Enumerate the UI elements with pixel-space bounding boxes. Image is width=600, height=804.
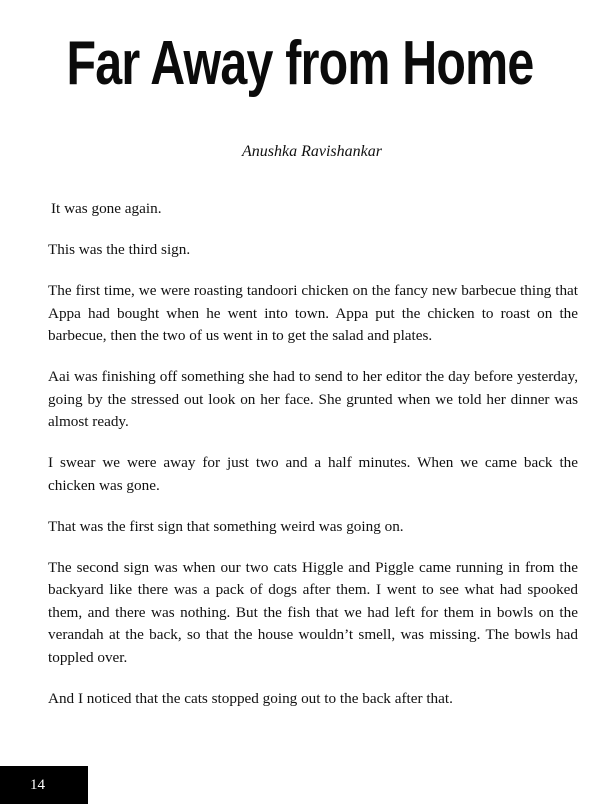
paragraph: It was gone again. bbox=[51, 200, 162, 217]
paragraph: The second sign was when our two cats Higgle and Piggle came running in from the backyard like there was a pack of dogs after them. I went to see what had spooked them, and there was nothing. But the fish that we had left for them in bowls on the verandah at the back, so that the house wouldn’t smell, was missing. The bowls had toppled over. bbox=[48, 558, 578, 666]
paragraph: Aai was finishing off something she had to send to her editor the day before yesterday, going by the stressed out look on her face. She grunted when we told her dinner was almost ready. bbox=[48, 368, 578, 430]
paragraph: This was the third sign. bbox=[48, 241, 191, 258]
page-number: 14 bbox=[30, 777, 45, 793]
author-name: Anushka Ravishankar bbox=[242, 143, 382, 160]
story-title: Far Away from Home bbox=[66, 29, 534, 98]
paragraph: The first time, we were roasting tandoori chicken on the fancy new barbecue thing that Appa had bought when he went into town. Appa put the chicken to roast on the barbecue, then the two of us went in to get the salad and plates. bbox=[48, 282, 578, 344]
paragraph: That was the first sign that something weird was going on. bbox=[48, 517, 404, 535]
story-body bbox=[48, 198, 578, 729]
paragraph: And I noticed that the cats stopped going out to the back after that. bbox=[48, 689, 453, 707]
page-number-tab bbox=[0, 766, 88, 804]
paragraph: I swear we were away for just two and a half minutes. When we came back the chicken was gone. bbox=[48, 454, 578, 494]
